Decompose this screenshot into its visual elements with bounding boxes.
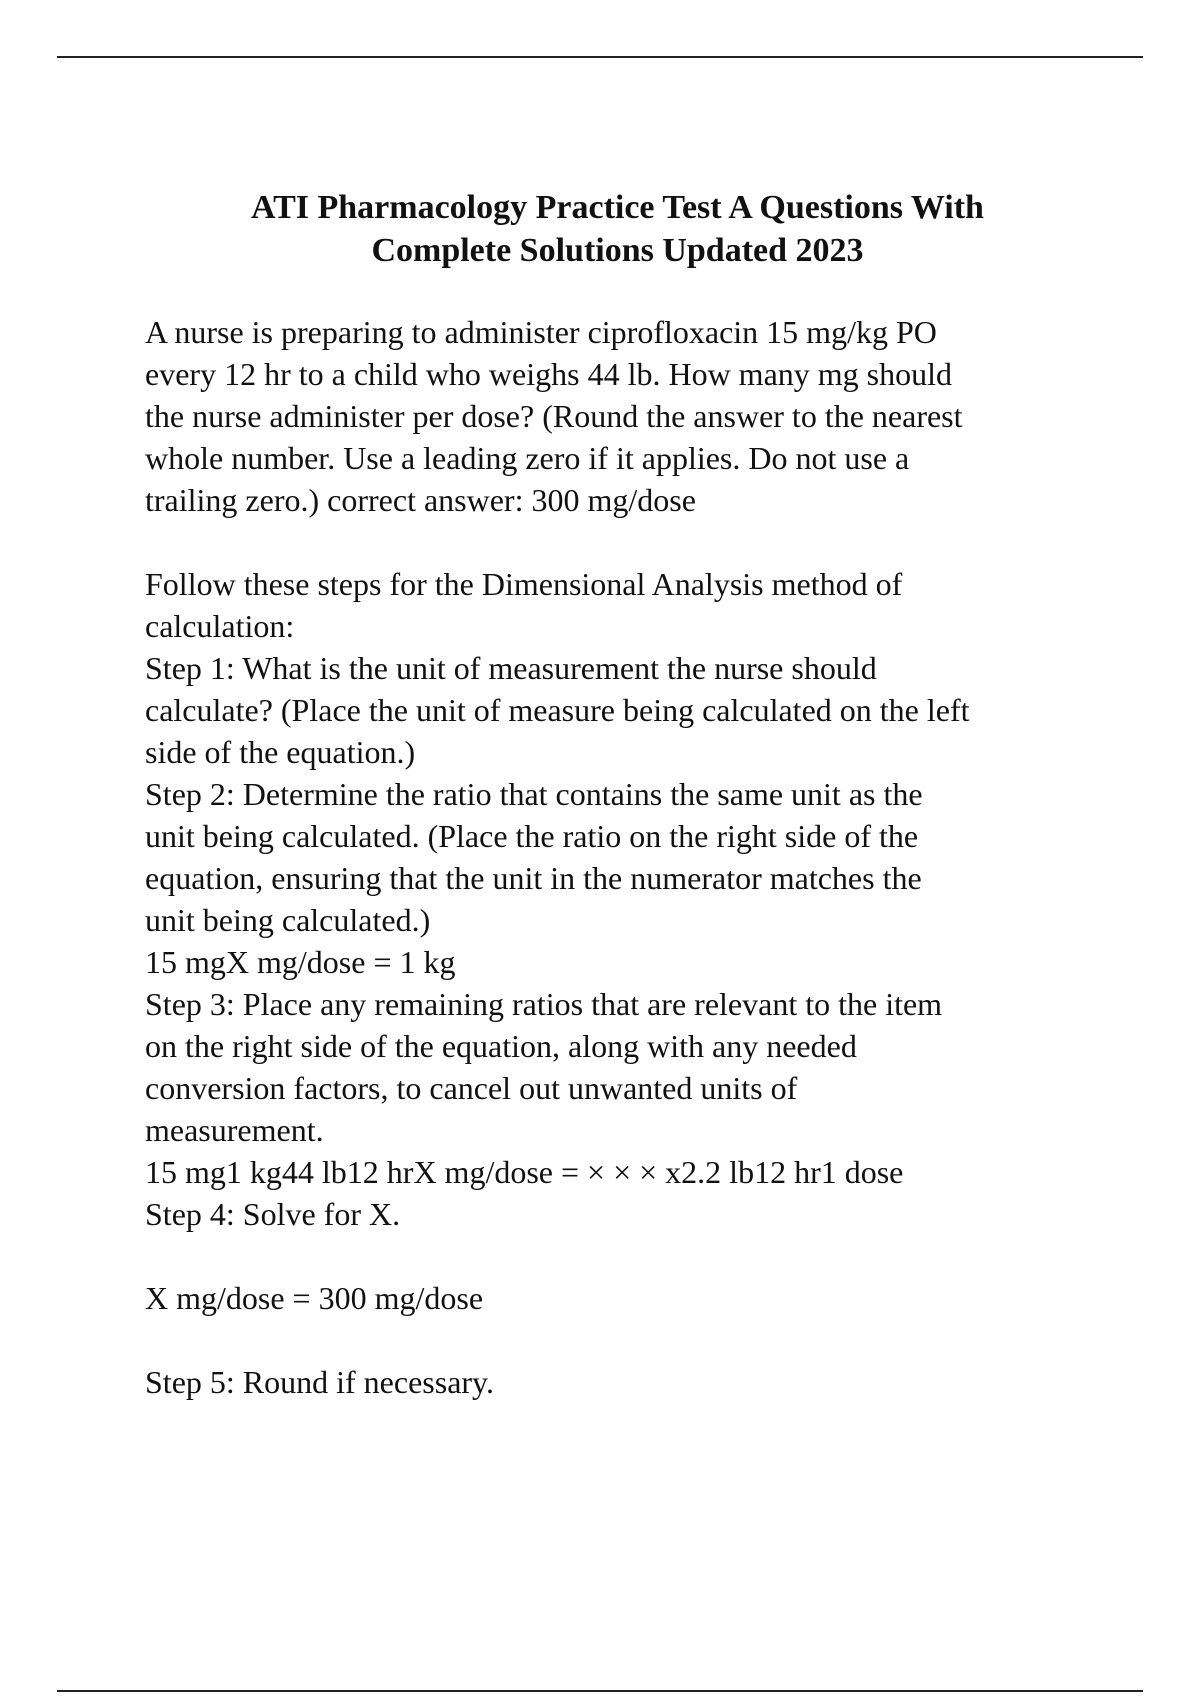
question-line: the nurse administer per dose? (Round the answer to the nearest bbox=[145, 398, 963, 434]
question-line: A nurse is preparing to administer ciprofloxacin 15 mg/kg PO bbox=[145, 314, 937, 350]
step-1-line: calculate? (Place the unit of measure being calculated on the left bbox=[145, 692, 970, 728]
step-5: Step 5: Round if necessary. bbox=[145, 1364, 494, 1400]
step-3-line: conversion factors, to cancel out unwanted units of bbox=[145, 1070, 798, 1106]
paragraph-gap bbox=[145, 521, 1085, 563]
intro-line: calculation: bbox=[145, 608, 295, 644]
top-divider bbox=[57, 56, 1143, 58]
paragraph-gap bbox=[145, 1319, 1085, 1361]
document-title bbox=[0, 186, 1200, 272]
equation-1: 15 mgX mg/dose = 1 kg bbox=[145, 944, 456, 980]
step-4: Step 4: Solve for X. bbox=[145, 1196, 401, 1232]
solution-section bbox=[145, 563, 1085, 1235]
step-2-line: unit being calculated.) bbox=[145, 902, 431, 938]
step-3-line: measurement. bbox=[145, 1112, 324, 1148]
step-2-line: equation, ensuring that the unit in the numerator matches the bbox=[145, 860, 922, 896]
title-line-2: Complete Solutions Updated 2023 bbox=[371, 232, 864, 269]
paragraph-gap bbox=[145, 1235, 1085, 1277]
equation-2: 15 mg1 kg44 lb12 hrX mg/dose = × × × x2.2 lb12 hr1 dose bbox=[145, 1154, 904, 1190]
step-1-line: Step 1: What is the unit of measurement the nurse should bbox=[145, 650, 877, 686]
step-1-line: side of the equation.) bbox=[145, 734, 416, 770]
question-line: whole number. Use a leading zero if it applies. Do not use a bbox=[145, 440, 910, 476]
step-2-line: Step 2: Determine the ratio that contains the same unit as the bbox=[145, 776, 923, 812]
result-equation: X mg/dose = 300 mg/dose bbox=[145, 1280, 484, 1316]
step-2-line: unit being calculated. (Place the ratio on the right side of the bbox=[145, 818, 919, 854]
title-line-1: ATI Pharmacology Practice Test A Questions With bbox=[251, 189, 984, 226]
question-line: trailing zero.) correct answer: 300 mg/dose bbox=[145, 482, 696, 518]
bottom-divider bbox=[57, 1690, 1143, 1692]
step-3-line: Step 3: Place any remaining ratios that are relevant to the item bbox=[145, 986, 943, 1022]
intro-line: Follow these steps for the Dimensional Analysis method of bbox=[145, 566, 903, 602]
document-body bbox=[145, 311, 1085, 1403]
step-3-line: on the right side of the equation, along with any needed bbox=[145, 1028, 857, 1064]
question-line: every 12 hr to a child who weighs 44 lb. How many mg should bbox=[145, 356, 952, 392]
question-paragraph bbox=[145, 311, 1085, 521]
